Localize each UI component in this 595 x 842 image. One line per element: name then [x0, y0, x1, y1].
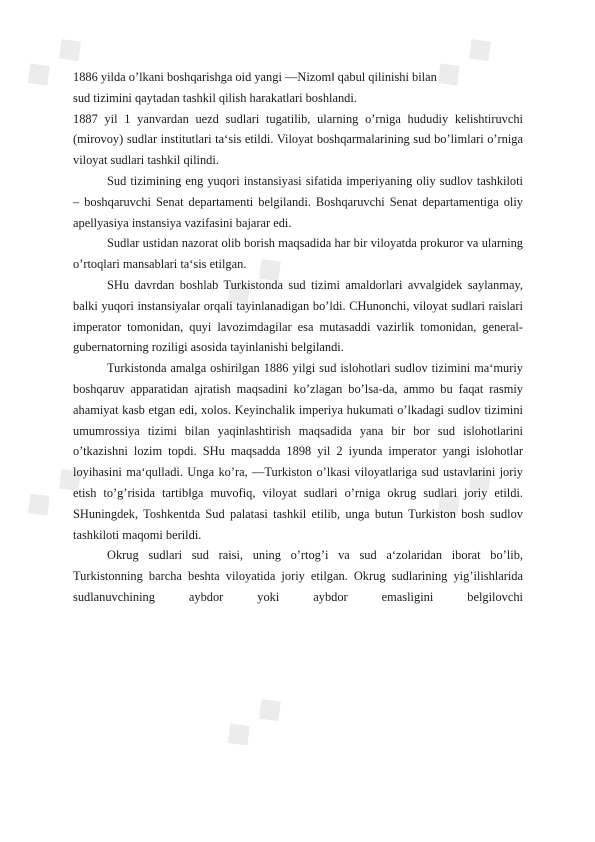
- paragraph-5: SHu davrdan boshlab Turkistonda sud tizimi amaldorlari avvalgidek saylanmay, balki yuqori instansiyalar orqali tayinlanadigan bo’ldi. CHunonchi, viloyat sudlari raislari imperator tomonidan, quyi lavozimdagilar esa mutasaddi vazirlik tomonidan, general-gubernatorning roziligi asosida tayinlanishi belgilandi.: [73, 277, 523, 355]
- paragraph-3: Sud tizimining eng yuqori instansiyasi sifatida imperiyaning oliy sudlov tashkiloti – boshqaruvchi Senat departamenti belgilandi. Boshqaruvchi Senat departamentiga oliy apellyasiya instansiya vazifasini bajarar edi.: [73, 173, 523, 230]
- document-body: [73, 67, 523, 608]
- paragraph-1: [73, 67, 523, 109]
- watermark: ◆ ◆: [425, 24, 503, 96]
- watermark: ◆ ◆: [425, 454, 503, 526]
- paragraph-7: Okrug sudlari sud raisi, uning o’rtog’i va sud a‘zolaridan iborat bo’lib, Turkistonning barcha beshta viloyatida joriy etilgan. Okrug sudlarining yig’ilishlarida sudlanuvchining aybdor yoki aybdor emasligini belgilovchi: [73, 548, 523, 604]
- watermark: ◆ ◆: [215, 684, 293, 756]
- paragraph-2: 1887 yil 1 yanvardan uezd sudlari tugatilib, ularning o’rniga hududiy kelishtiruvchi (mirovoy) sudlar institutlari ta‘sis etildi. Viloyat boshqarmalarining sud bo’limlari o’rniga viloyat sudlari tashkil qilindi.: [73, 111, 523, 168]
- paragraph-line: sud tizimini qaytadan tashkil qilish harakatlari boshlandi.: [73, 90, 357, 105]
- paragraph-4: Sudlar ustidan nazorat olib borish maqsadida har bir viloyatda prokuror va ularning o’rtoqlari mansablari ta‘sis etilgan.: [73, 236, 523, 272]
- watermark: ◆ ◆: [15, 454, 93, 526]
- watermark: ◆ ◆: [15, 24, 93, 96]
- watermark: ◆ ◆: [215, 244, 293, 316]
- paragraph-line: 1886 yilda o’lkani boshqarishga oid yangi ―Nizom‖ qabul qilinishi bilan: [73, 70, 437, 84]
- paragraph-6: Turkistonda amalga oshirilgan 1886 yilgi sud islohotlari sudlov tizimini ma‘muriy boshqaruv apparatidan ajratish maqsadini ko’zlagan bo’lsa-da, ammo bu faqat rasmiy ahamiyat kasb etgan edi, xolos. Keyinchalik imperiya hukumati o’lkadagi sudlov tizimini umumrossiya tizimi bilan yaqinlashtirish maqsadida yana bir bor sud islohotlarini o’tkazishni lozim topdi. SHu maqsadda 1898 yil 2 iyunda imperator yangi islohotlar loyihasini ma‘qulladi. Unga ko’ra, ―Turkiston o’lkasi viloyatlariga sud ustavlarini joriy etish to’g’risida tartib‖ga muvofiq, viloyat sudlari o’rniga okrug sudlari joriy etildi. SHuningdek, Toshkentda Sud palatasi tashkil etilib, unga butun Turkiston bosh sudlov tashkiloti maqomi berildi.: [73, 361, 523, 542]
